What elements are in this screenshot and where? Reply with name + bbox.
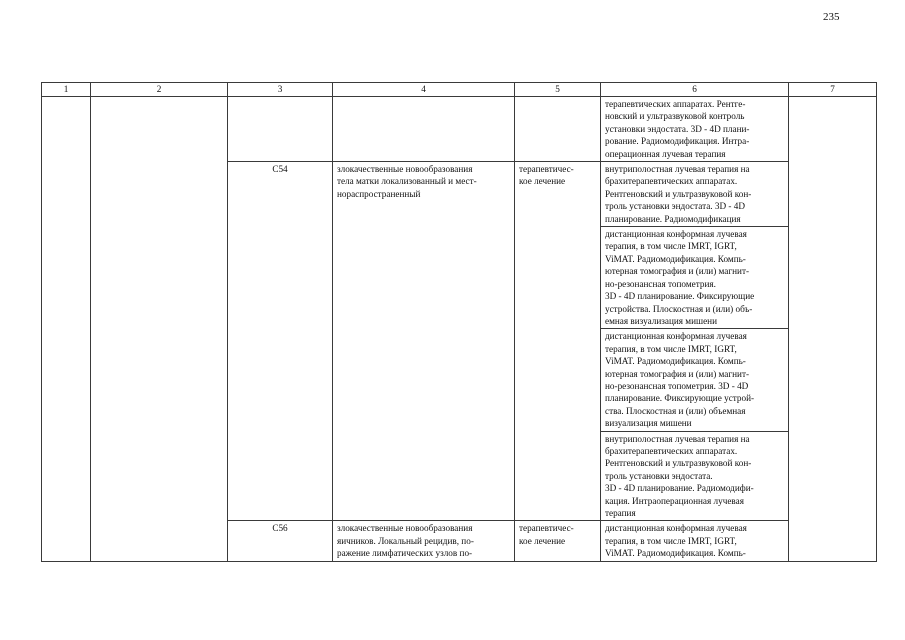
cell-col7-empty	[789, 97, 877, 562]
column-header-7: 7	[789, 83, 877, 97]
header-row	[42, 83, 877, 97]
column-header-5: 5	[515, 83, 601, 97]
column-header-3: 3	[228, 83, 333, 97]
regulation-table	[41, 82, 877, 562]
diagnosis-text: злокачественные новообразования яичников. Локальный рецидив, по- ражение лимфатических узлов по-	[333, 521, 515, 561]
diagnosis-text: злокачественные новообразования тела матки локализованный и мест- нораспространенный	[333, 162, 515, 521]
cell-code-empty	[228, 97, 333, 162]
continued-row	[42, 97, 877, 162]
method-cell: терапевтических аппаратах. Рентге- новский и ультразвуковой контроль установки эндостата. 3D - 4D плани- рование. Радиомодификация. Интра- операционная лучевая терапия	[601, 97, 789, 162]
cell-col1-empty	[42, 97, 91, 562]
column-header-1: 1	[42, 83, 91, 97]
page-number: 235	[823, 11, 840, 23]
column-header-6: 6	[601, 83, 789, 97]
icd-code: C56	[228, 521, 333, 561]
method-cell: дистанционная конформная лучевая терапия, в том числе IMRT, IGRT, ViMAT. Радиомодификация. Компь- ютерная томография и (или) магнит- но-резонансная топометрия. 3D - 4D планирование. Фиксирующие устройства. Плоскостная и (или) объ- емная визуализация мишени	[601, 227, 789, 329]
cell-col2-empty	[91, 97, 228, 562]
column-header-2: 2	[91, 83, 228, 97]
treatment-type: терапевтичес- кое лечение	[515, 521, 601, 561]
method-cell: дистанционная конформная лучевая терапия, в том числе IMRT, IGRT, ViMAT. Радиомодификация. Компь-	[601, 521, 789, 561]
column-header-4: 4	[333, 83, 515, 97]
method-cell: внутриполостная лучевая терапия на брахитерапевтических аппаратах. Рентгеновский и ультразвуковой кон- троль установки эндостата. 3D - 4D планирование. Радиомодифи- кация. Интраоперационная лучевая терапия	[601, 431, 789, 521]
cell-diagnosis-empty	[333, 97, 515, 162]
icd-code: C54	[228, 162, 333, 521]
treatment-type: терапевтичес- кое лечение	[515, 162, 601, 521]
method-cell: дистанционная конформная лучевая терапия, в том числе IMRT, IGRT, ViMAT. Радиомодификация. Компь- ютерная томография и (или) магнит- но-резонансная топометрия. 3D - 4D планирование. Фиксирующие устрой- ства. Плоскостная и (или) объемная визуализация мишени	[601, 329, 789, 431]
cell-treatment-empty	[515, 97, 601, 162]
method-cell: внутриполостная лучевая терапия на брахитерапевтических аппаратах. Рентгеновский и ультразвуковой кон- троль установки эндостата. 3D - 4D планирование. Радиомодификация	[601, 162, 789, 227]
